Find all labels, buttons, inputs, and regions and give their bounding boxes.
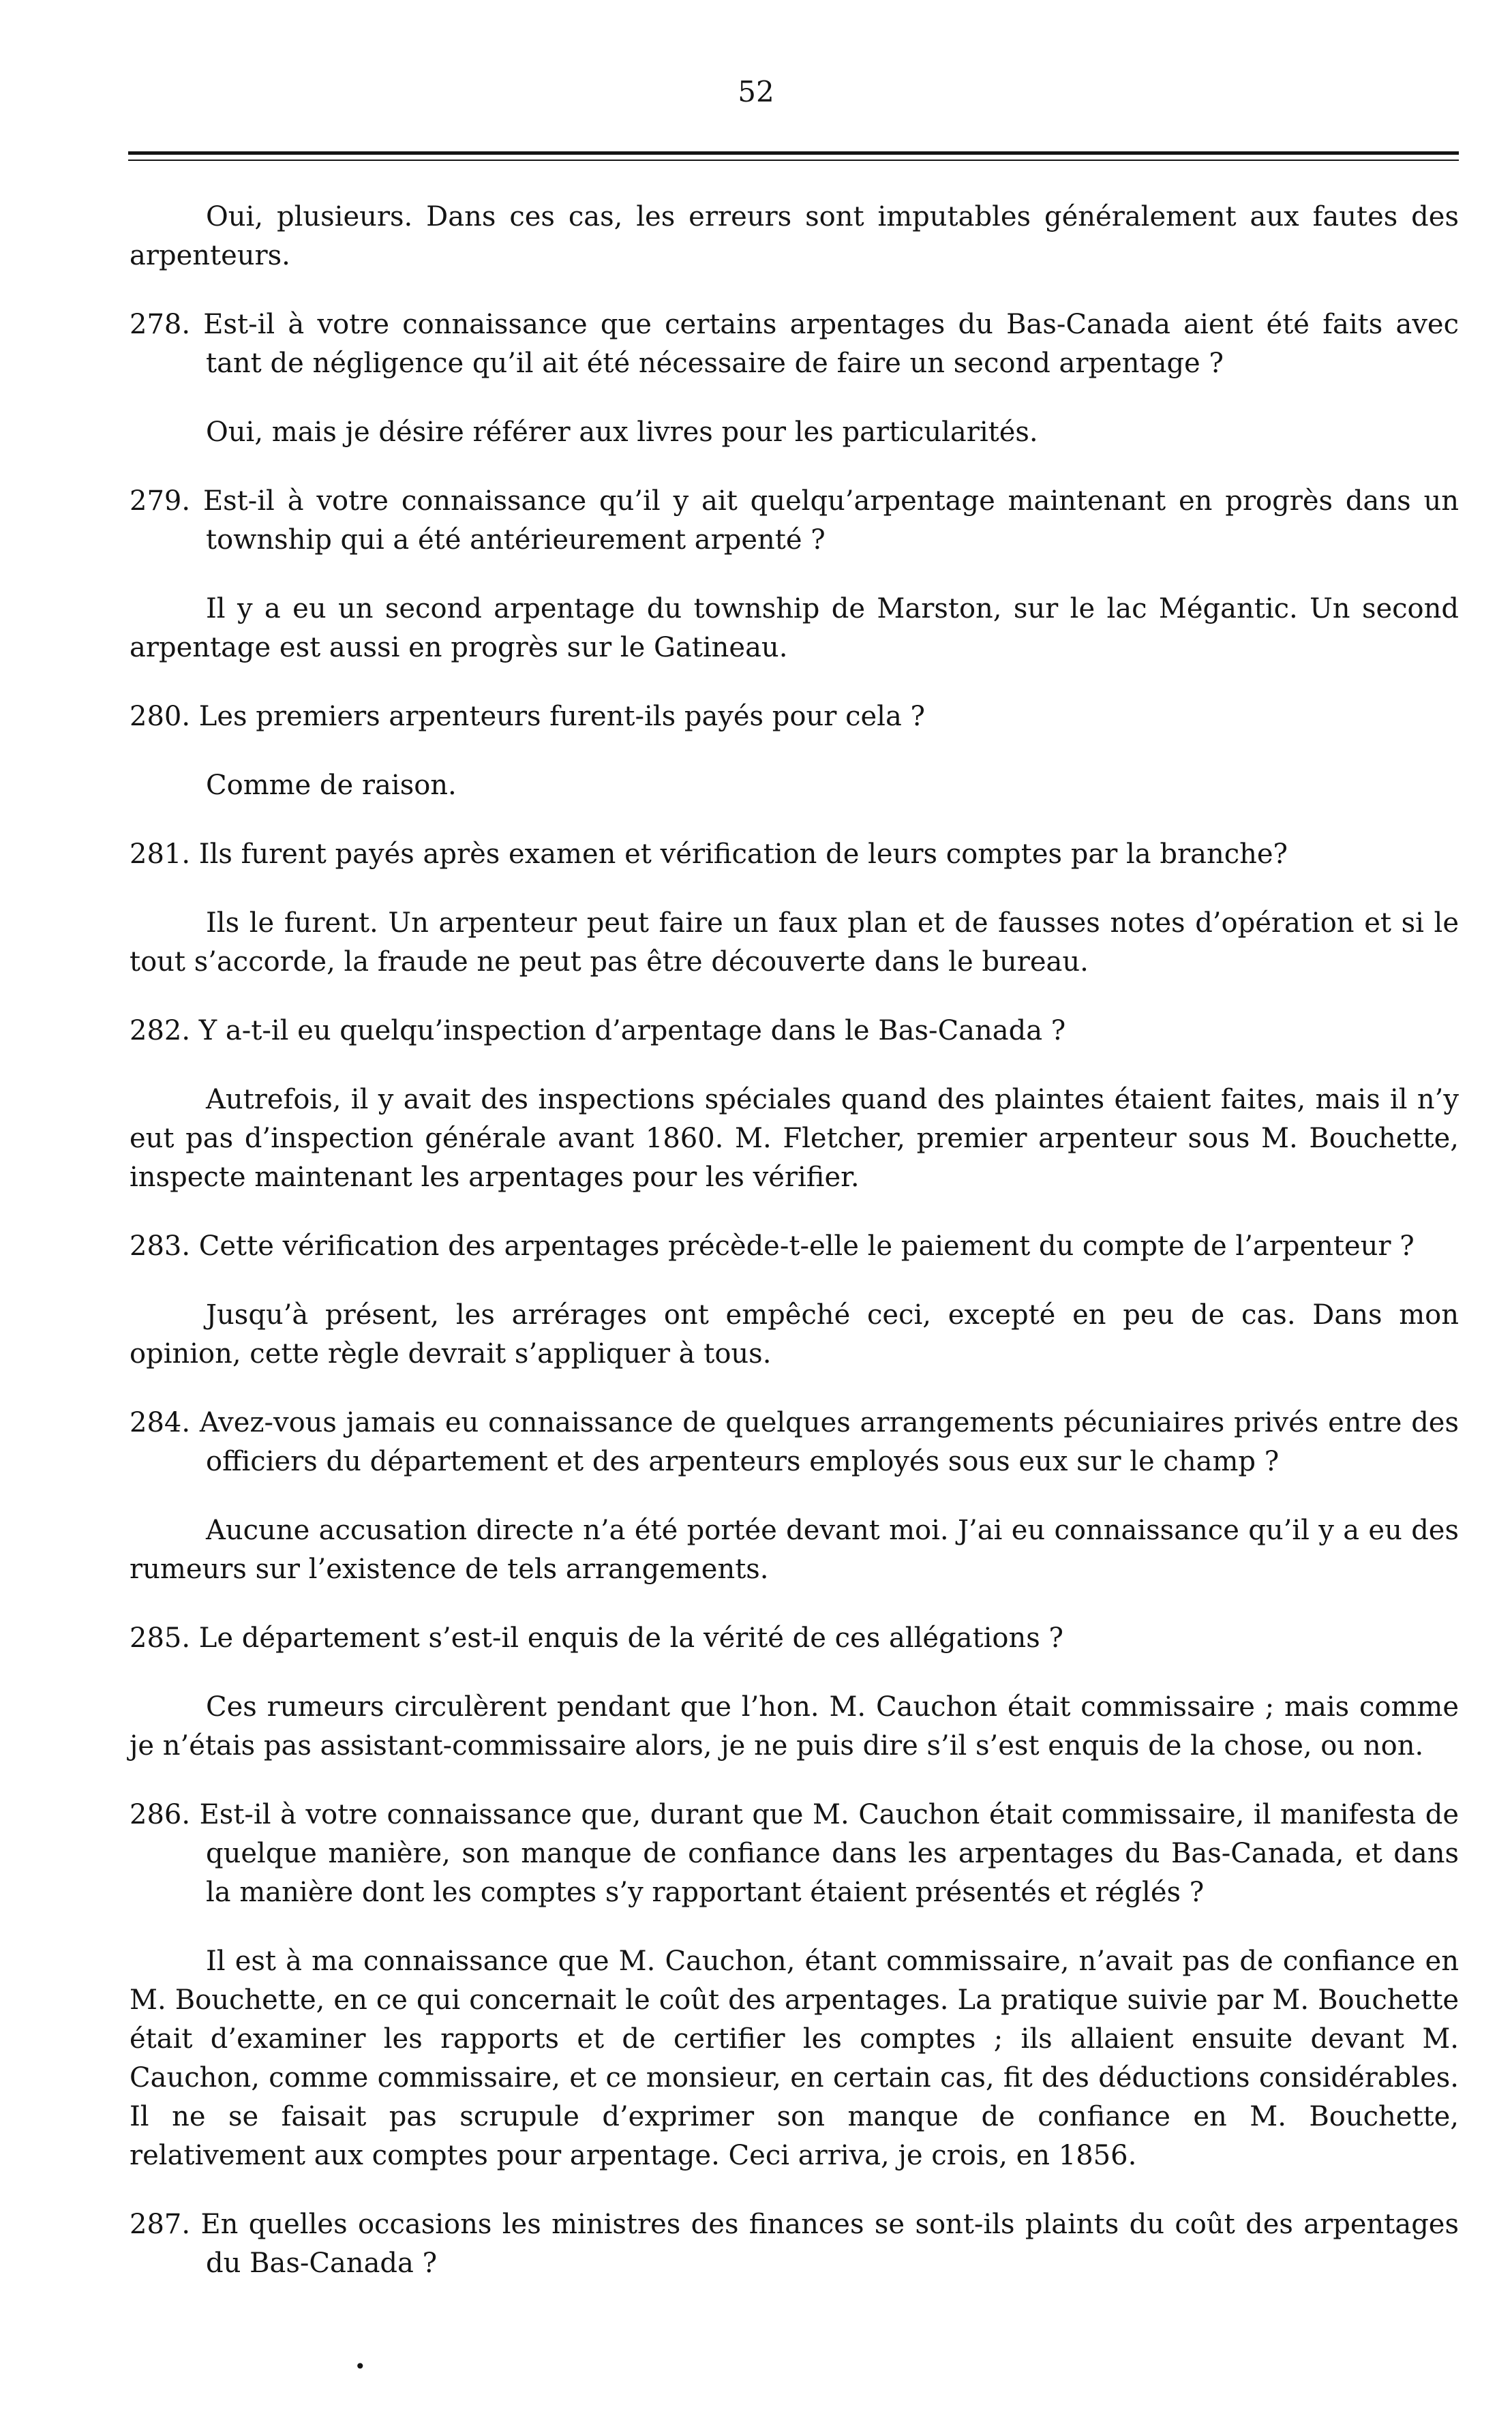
answer-282: Autrefois, il y avait des inspections spéciales quand des plaintes étaient faites, mais il n’y eut pas d’inspection générale avant 1860. M. Fletcher, premier arpenteur sous M. Bouchette, inspecte maintenant les arpentages pour les vérifier. <box>130 1084 1459 1193</box>
question-number: 283. <box>130 1230 191 1262</box>
question-number: 286. <box>130 1799 191 1830</box>
question-285 <box>130 1619 1459 1658</box>
answer-286: Il est à ma connaissance que M. Cauchon, étant commissaire, n’avait pas de confiance en M. Bouchette, en ce qui concernait le coût des arpentages. La pratique suivie par M. Bouchette était d’examiner les rapports et de certifier les comptes ; ils allaient ensuite devant M. Cauchon, comme commissaire, et ce monsieur, en certain cas, fit des déductions considérables. Il ne se faisait pas scrupule d’exprimer son manque de confiance en M. Bouchette, relativement aux comptes pour arpentage. Ceci arriva, je crois, en 1856. <box>130 1946 1459 2171</box>
question-number: 285. <box>130 1622 191 1654</box>
answer-285: Ces rumeurs circulèrent pendant que l’hon. M. Cauchon était commissaire ; mais comme je n’étais pas assistant-commissaire alors, je ne puis dire s’il s’est enquis de la chose, ou non. <box>130 1691 1459 1762</box>
question-number: 278. <box>130 309 191 340</box>
header-rule-thin <box>128 160 1459 161</box>
qa-list <box>130 305 1459 2283</box>
question-281 <box>130 835 1459 874</box>
question-283 <box>130 1227 1459 1266</box>
answer-279: Il y a eu un second arpentage du township de Marston, sur le lac Mégantic. Un second arpentage est aussi en progrès sur le Gatineau. <box>130 593 1459 663</box>
question-280 <box>130 697 1459 736</box>
question-text: Est-il à votre connaissance que certains arpentages du Bas-Canada aient été faits avec tant de négligence qu’il ait été nécessaire de faire un second arpentage ? <box>203 309 1459 379</box>
question-text: Est-il à votre connaissance que, durant que M. Cauchon était commissaire, il manifesta de quelque manière, son manque de confiance dans les arpentages du Bas-Canada, et dans la manière dont les comptes s’y rapportant étaient présentés et réglés ? <box>199 1799 1460 1908</box>
question-287 <box>130 2205 1459 2283</box>
answer-280: Comme de raison. <box>206 770 457 801</box>
question-text: Les premiers arpenteurs furent-ils payés pour cela ? <box>198 701 925 732</box>
question-284 <box>130 1404 1459 1481</box>
question-number: 287. <box>130 2209 191 2240</box>
question-number: 284. <box>130 1407 191 1438</box>
question-278 <box>130 305 1459 383</box>
question-text: Ils furent payés après examen et vérification de leurs comptes par la branche? <box>198 838 1288 870</box>
question-number: 282. <box>130 1015 191 1046</box>
answer-284: Aucune accusation directe n’a été portée devant moi. J’ai eu connaissance qu’il y a eu des rumeurs sur l’existence de tels arrangements. <box>130 1515 1459 1585</box>
question-text: En quelles occasions les ministres des finances se sont-ils plaints du coût des arpentages du Bas-Canada ? <box>200 2209 1459 2279</box>
question-number: 279. <box>130 485 191 517</box>
stray-mark: • <box>354 2355 366 2378</box>
page-body <box>130 198 1459 2310</box>
question-282 <box>130 1012 1459 1051</box>
question-text: Le département s’est-il enquis de la vérité de ces allégations ? <box>198 1622 1063 1654</box>
question-number: 280. <box>130 701 191 732</box>
question-279 <box>130 482 1459 560</box>
answer-283: Jusqu’à présent, les arrérages ont empêché ceci, excepté en peu de cas. Dans mon opinion, cette règle devrait s’appliquer à tous. <box>130 1299 1459 1370</box>
answer-278: Oui, mais je désire référer aux livres pour les particularités. <box>206 417 1038 448</box>
header-rule-thick <box>128 151 1459 155</box>
question-number: 281. <box>130 838 191 870</box>
question-text: Est-il à votre connaissance qu’il y ait quelqu’arpentage maintenant en progrès dans un township qui a été antérieurement arpenté ? <box>202 485 1460 556</box>
question-text: Y a-t-il eu quelqu’inspection d’arpentage dans le Bas-Canada ? <box>198 1015 1066 1046</box>
answer-281: Ils le furent. Un arpenteur peut faire un faux plan et de fausses notes d’opération et si le tout s’accorde, la fraude ne peut pas être découverte dans le bureau. <box>130 907 1459 978</box>
opening-answer: Oui, plusieurs. Dans ces cas, les erreurs sont imputables généralement aux fautes des arpenteurs. <box>130 201 1459 271</box>
question-286 <box>130 1796 1459 1912</box>
question-text: Cette vérification des arpentages précède-t-elle le paiement du compte de l’arpenteur ? <box>198 1230 1415 1262</box>
question-text: Avez-vous jamais eu connaissance de quelques arrangements pécuniaires privés entre des officiers du département et des arpenteurs employés sous eux sur le champ ? <box>199 1407 1460 1477</box>
page-number: 52 <box>738 75 774 108</box>
